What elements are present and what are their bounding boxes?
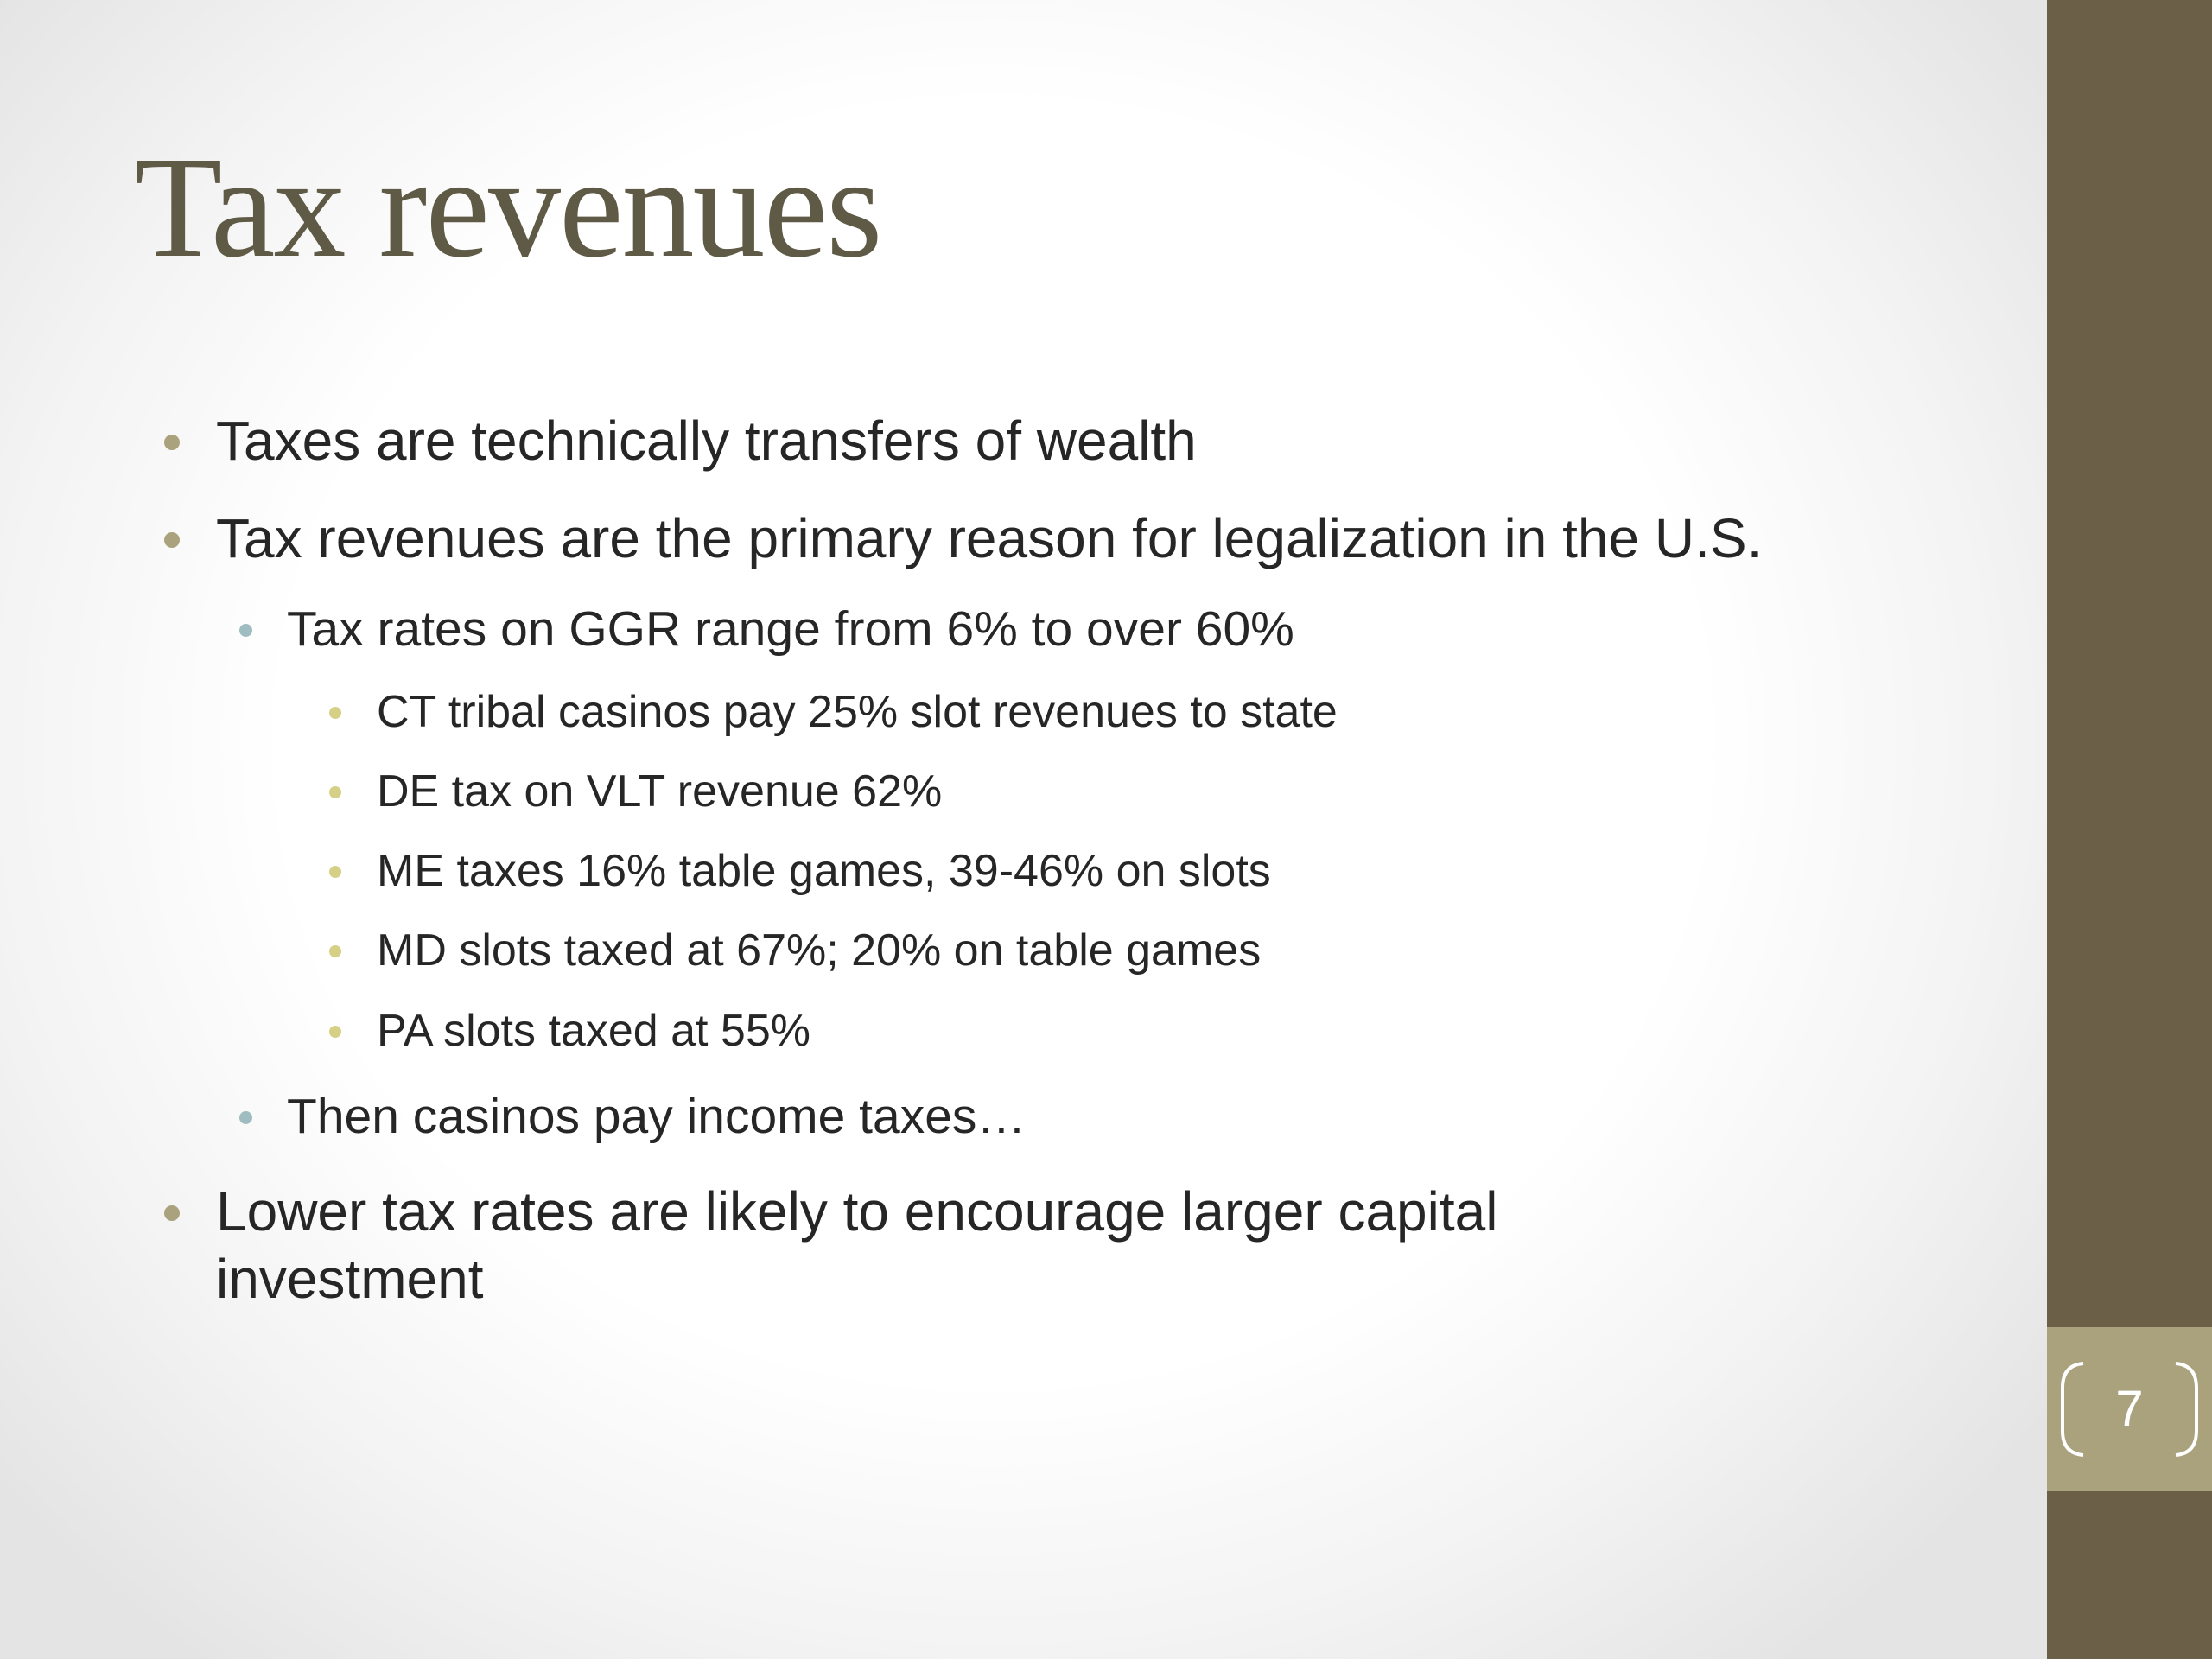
bullet-dot-icon [239,624,252,637]
bullet-dot-icon [329,945,341,957]
bullet-text: PA slots taxed at 55% [377,1006,810,1056]
bullet-item [216,1178,1771,1313]
bullet-dot-icon [329,1026,341,1038]
bullet-dot-icon [329,786,341,798]
bullet-text: Tax rates on GGR range from 6% to over 60% [287,601,1294,657]
sub-sub-bullet-item [377,764,942,819]
bullet-text: Tax revenues are the primary reason for legalization in the U.S. [216,507,1763,569]
sub-sub-bullet-item [377,923,1261,978]
bullet-text: DE tax on VLT revenue 62% [377,766,943,817]
bullet-dot-icon [164,435,180,450]
bullet-text: ME taxes 16% table games, 39-46% on slots [377,846,1271,896]
bullet-item [216,407,1197,474]
bullet-text: Lower tax rates are likely to encourage larger capital investment [216,1180,1498,1310]
bullet-text: Then casinos pay income taxes… [287,1089,1027,1144]
bullet-dot-icon [329,866,341,878]
sub-sub-bullet-item [377,843,1271,899]
sub-bullet-item [287,599,1294,659]
bullet-text: MD slots taxed at 67%; 20% on table games [377,925,1262,976]
bullet-dot-icon [239,1111,252,1124]
bullet-dot-icon [329,707,341,719]
page-number: 7 [2115,1381,2144,1437]
sub-bullet-item [287,1086,1026,1147]
sub-sub-bullet-item [377,684,1338,740]
slide-title: Tax revenues [134,127,881,288]
bullet-dot-icon [164,1205,180,1221]
bullet-item [216,505,1762,572]
bullet-dot-icon [164,532,180,548]
sub-sub-bullet-item [377,1003,810,1058]
bullet-text: CT tribal casinos pay 25% slot revenues to state [377,687,1338,737]
bullet-text: Taxes are technically transfers of wealth [216,410,1197,472]
side-bar [2047,0,2212,1659]
